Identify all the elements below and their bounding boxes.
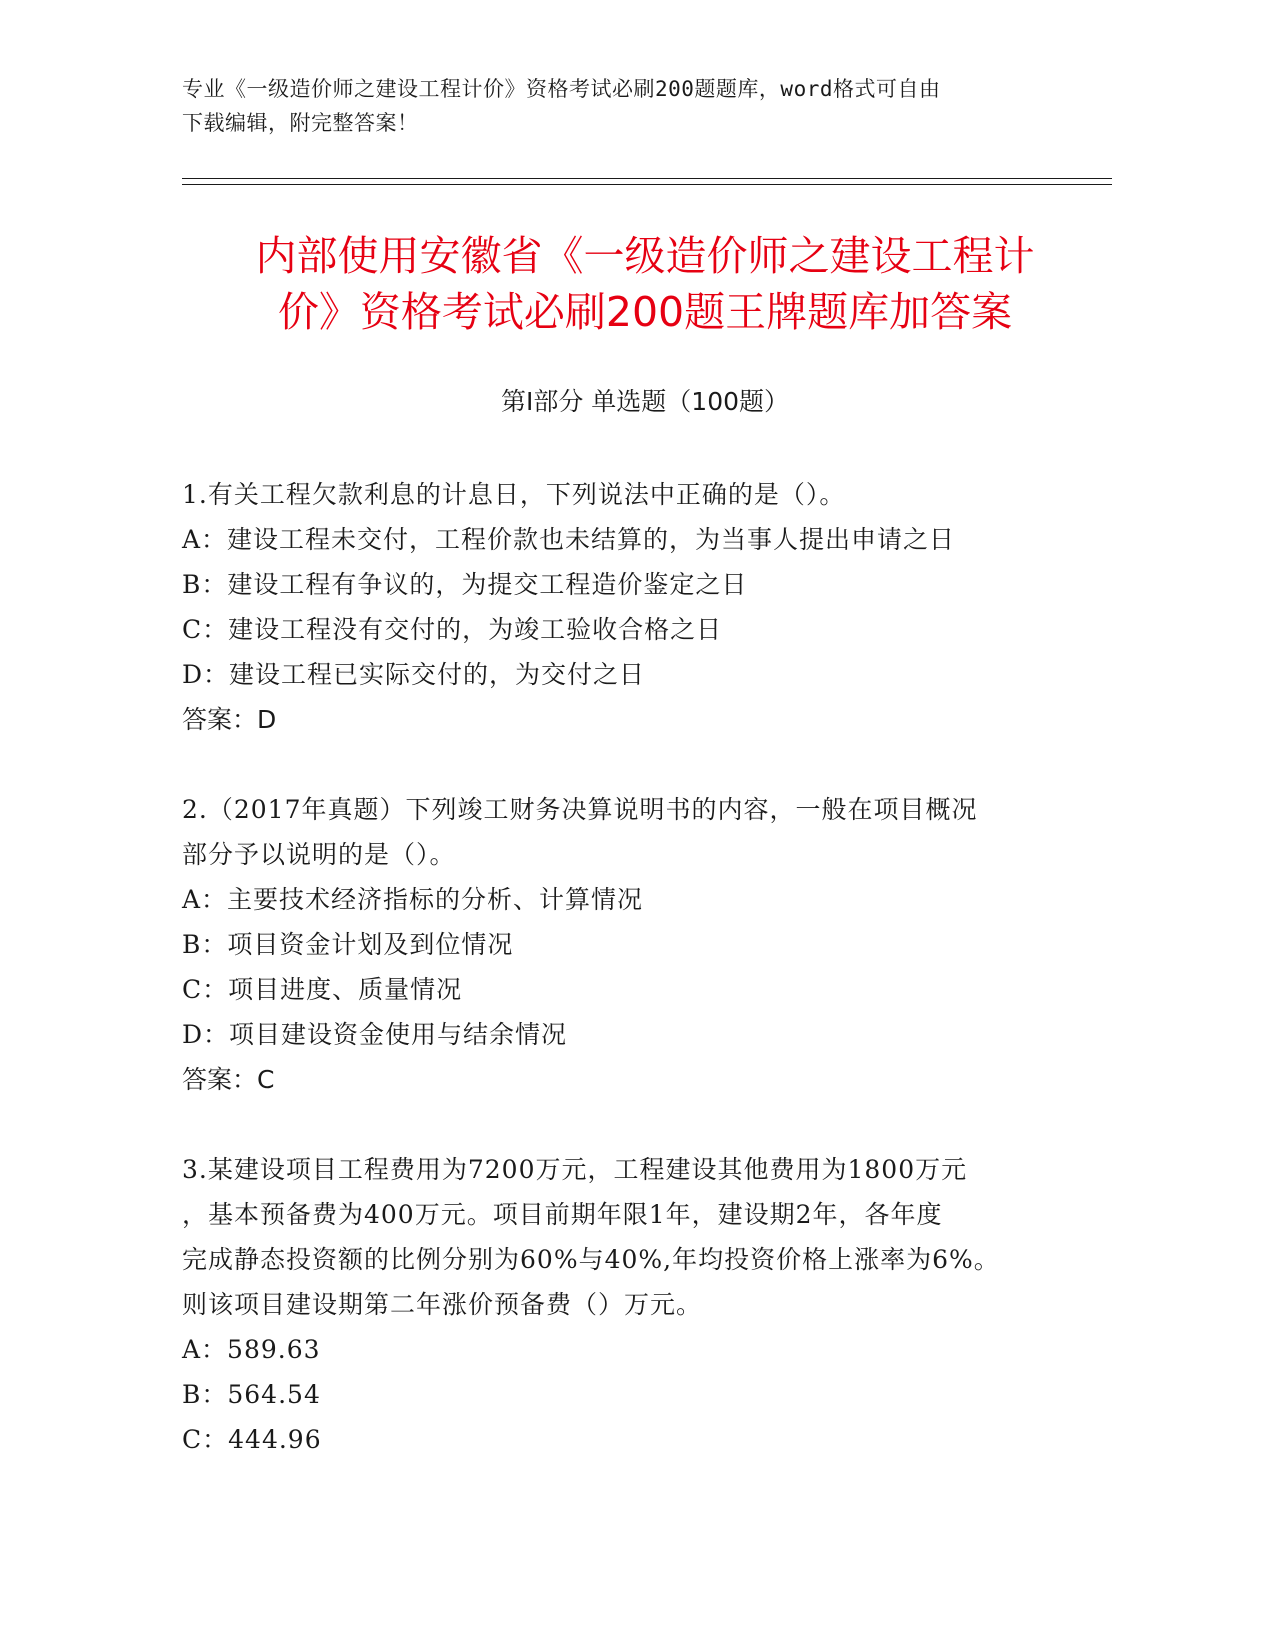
option-c: C：建设工程没有交付的，为竣工验收合格之日 [182,615,723,644]
question-2 [182,787,1062,1102]
header-note [182,72,1062,140]
option-b: B：564.54 [182,1380,321,1409]
question-list [182,472,1062,1462]
document-title [140,228,1150,340]
option-a: A：建设工程未交付，工程价款也未结算的，为当事人提出申请之日 [182,525,956,554]
option-c: C：444.96 [182,1425,322,1454]
document-title-line: 内部使用安徽省《一级造价师之建设工程计 [255,232,1035,280]
option-a: A：589.63 [182,1335,321,1364]
header-divider [182,178,1112,179]
question-stem: ，基本预备费为400万元。项目前期年限1年，建设期2年，各年度 [182,1200,943,1229]
section-heading: 第Ⅰ部分 单选题（100题） [500,387,790,416]
question-stem: 1.有关工程欠款利息的计息日，下列说法中正确的是（）。 [182,480,846,509]
question-1 [182,472,1062,742]
option-b: B：建设工程有争议的，为提交工程造价鉴定之日 [182,570,748,599]
answer-label: 答案：D [182,705,277,734]
question-stem: 则该项目建设期第二年涨价预备费（）万元。 [182,1290,703,1319]
question-3 [182,1147,1062,1462]
option-d: D：建设工程已实际交付的，为交付之日 [182,660,646,689]
option-c: C：项目进度、质量情况 [182,975,463,1004]
question-stem: 3.某建设项目工程费用为7200万元，工程建设其他费用为1800万元 [182,1155,968,1184]
answer-label: 答案：C [182,1065,275,1094]
option-d: D：项目建设资金使用与结余情况 [182,1020,568,1049]
header-divider [182,184,1112,185]
header-note-line: 专业《一级造价师之建设工程计价》资格考试必刷200题题库，word格式可自由 [182,77,941,101]
header-note-line: 下载编辑，附完整答案！ [182,111,419,135]
option-a: A：主要技术经济指标的分析、计算情况 [182,885,644,914]
question-stem: 2.（2017年真题）下列竣工财务决算说明书的内容，一般在项目概况 [182,795,978,824]
question-stem: 部分予以说明的是（）。 [182,840,456,869]
question-stem: 完成静态投资额的比例分别为60%与40%,年均投资价格上涨率为6%。 [182,1245,1000,1274]
document-title-line: 价》资格考试必刷200题王牌题库加答案 [277,288,1013,336]
option-b: B：项目资金计划及到位情况 [182,930,514,959]
